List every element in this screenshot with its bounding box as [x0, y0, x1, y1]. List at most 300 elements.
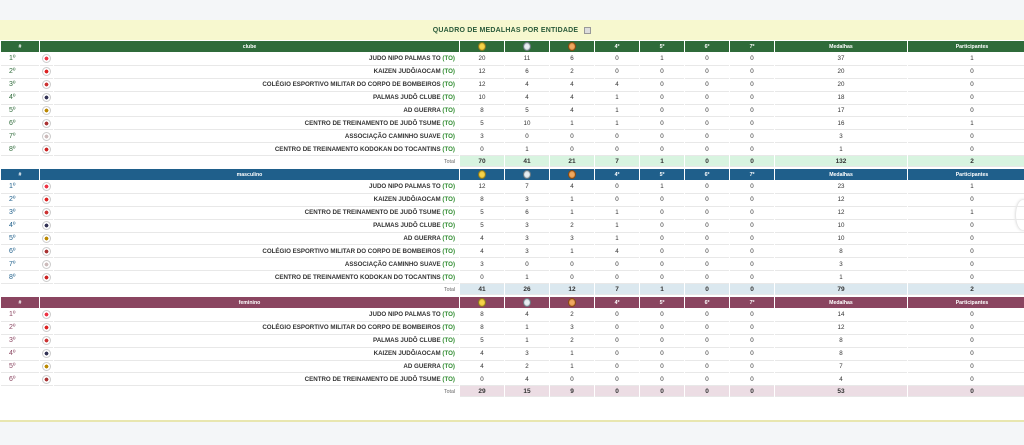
value-cell: 0 [730, 105, 774, 118]
club-logo-icon [42, 234, 51, 243]
bronze-medal-icon [568, 298, 576, 307]
table-row[interactable] [1, 271, 1024, 284]
gold-medal-icon [478, 298, 486, 307]
club-logo-icon [42, 273, 51, 282]
value-cell: 0 [908, 258, 1024, 271]
col-header-m7: 7º [730, 169, 774, 181]
rank: 7º [1, 130, 39, 143]
club-state: (TO) [442, 145, 455, 153]
value-cell: 1 [775, 143, 907, 156]
header-row [1, 169, 1024, 181]
value-cell: 0 [595, 53, 639, 66]
value-cell: 7 [775, 361, 907, 374]
total-value: 12 [550, 284, 594, 295]
table-row[interactable] [1, 143, 1024, 156]
value-cell: 0 [730, 309, 774, 322]
col-header-m5: 5º [640, 41, 684, 53]
value-cell: 5 [460, 117, 504, 130]
club-name-text: COLÉGIO ESPORTIVO MILITAR DO CORPO DE BOMBEIROS [262, 247, 441, 255]
col-header-m7: 7º [730, 297, 774, 309]
value-cell: 16 [775, 117, 907, 130]
value-cell: 0 [730, 79, 774, 92]
value-cell: 1 [550, 245, 594, 258]
value-cell: 1 [908, 53, 1024, 66]
club-logo-cell [40, 322, 53, 335]
value-cell: 2 [550, 220, 594, 233]
header-row [1, 297, 1024, 309]
value-cell: 0 [595, 258, 639, 271]
value-cell: 6 [505, 66, 549, 79]
value-cell: 5 [505, 105, 549, 118]
col-header-group: feminino [40, 297, 459, 309]
col-header-m6: 6º [685, 297, 729, 309]
value-cell: 0 [685, 233, 729, 246]
value-cell: 3 [505, 233, 549, 246]
value-cell: 0 [685, 309, 729, 322]
col-header-participantes: Participantes [908, 297, 1024, 309]
value-cell: 0 [730, 361, 774, 374]
value-cell: 2 [505, 361, 549, 374]
value-cell: 1 [595, 233, 639, 246]
value-cell: 0 [730, 207, 774, 220]
bronze-medal-icon [568, 42, 576, 51]
value-cell: 0 [908, 245, 1024, 258]
total-value: 21 [550, 156, 594, 167]
value-cell: 3 [505, 348, 549, 361]
value-cell: 1 [595, 92, 639, 105]
club-name[interactable] [54, 348, 459, 361]
table-row[interactable] [1, 220, 1024, 233]
col-header-m4: 4º [595, 169, 639, 181]
table-row[interactable] [1, 66, 1024, 79]
club-logo-cell [40, 92, 53, 105]
value-cell: 0 [685, 66, 729, 79]
club-logo-cell [40, 130, 53, 143]
value-cell: 17 [775, 105, 907, 118]
club-name-text: CENTRO DE TREINAMENTO KODOKAN DO TOCANTINS [274, 145, 441, 153]
club-state: (TO) [442, 350, 455, 358]
table-row[interactable] [1, 361, 1024, 374]
value-cell: 0 [730, 143, 774, 156]
club-state: (TO) [442, 107, 455, 114]
club-logo-icon [42, 182, 51, 191]
table-row[interactable] [1, 348, 1024, 361]
club-state: (TO) [442, 94, 455, 102]
col-header-m6: 6º [685, 41, 729, 53]
value-cell: 20 [775, 66, 907, 79]
value-cell: 4 [505, 92, 549, 105]
value-cell: 4 [505, 373, 549, 386]
col-header-m6: 6º [685, 169, 729, 181]
value-cell: 4 [505, 309, 549, 322]
club-name[interactable] [54, 66, 459, 79]
club-logo-cell [40, 245, 53, 258]
value-cell: 0 [908, 220, 1024, 233]
value-cell: 0 [730, 271, 774, 284]
value-cell: 0 [640, 245, 684, 258]
value-cell: 6 [550, 53, 594, 66]
table-row[interactable] [1, 53, 1024, 66]
club-logo-cell [40, 233, 53, 246]
club-name[interactable] [54, 92, 459, 105]
club-state: (TO) [442, 81, 455, 89]
club-name-text: CENTRO DE TREINAMENTO DE JUDÔ TSUME [304, 209, 441, 217]
value-cell: 0 [685, 322, 729, 335]
table-row[interactable] [1, 245, 1024, 258]
table-row[interactable] [1, 92, 1024, 105]
club-name[interactable] [54, 245, 459, 258]
value-cell: 0 [640, 271, 684, 284]
value-cell: 0 [730, 335, 774, 348]
club-logo-icon [42, 375, 51, 384]
club-state: (TO) [442, 247, 456, 255]
rank: 3º [1, 79, 39, 92]
gold-medal-header [460, 169, 504, 181]
value-cell: 0 [908, 361, 1024, 374]
club-name[interactable] [54, 322, 459, 335]
value-cell: 0 [595, 322, 639, 335]
club-logo-icon [42, 221, 51, 230]
total-value: 26 [505, 284, 549, 295]
value-cell: 12 [775, 194, 907, 207]
club-name[interactable] [54, 181, 459, 194]
club-logo-icon [42, 80, 51, 89]
value-cell: 0 [595, 271, 639, 284]
value-cell: 0 [685, 143, 729, 156]
value-cell: 0 [550, 271, 594, 284]
value-cell: 0 [685, 335, 729, 348]
col-header-participantes: Participantes [908, 41, 1024, 53]
value-cell: 1 [550, 117, 594, 130]
rank: 1º [1, 53, 39, 66]
value-cell: 0 [640, 79, 684, 92]
silver-medal-icon [523, 170, 531, 179]
value-cell: 0 [640, 105, 684, 118]
club-name-text: AD GUERRA [403, 235, 441, 242]
table-row[interactable] [1, 373, 1024, 386]
value-cell: 1 [505, 271, 549, 284]
club-state: (TO) [442, 363, 455, 370]
col-header-pos: # [1, 169, 39, 181]
club-name[interactable] [54, 79, 459, 92]
value-cell: 1 [505, 322, 549, 335]
value-cell: 2 [550, 335, 594, 348]
value-cell: 12 [775, 322, 907, 335]
club-logo-icon [42, 247, 51, 256]
value-cell: 4 [460, 245, 504, 258]
value-cell: 0 [908, 348, 1024, 361]
value-cell: 5 [460, 335, 504, 348]
silver-medal-icon [523, 298, 531, 307]
value-cell: 3 [505, 220, 549, 233]
club-name-text: CENTRO DE TREINAMENTO DE JUDÔ TSUME [304, 119, 441, 127]
club-name[interactable] [54, 105, 459, 118]
total-value: 2 [908, 284, 1024, 295]
value-cell: 0 [640, 194, 684, 207]
rank: 3º [1, 207, 39, 220]
total-value: 15 [505, 386, 549, 397]
value-cell: 0 [730, 117, 774, 130]
club-name-text: KAIZEN JUDÔ/AOCAM [373, 68, 441, 76]
table-row[interactable] [1, 181, 1024, 194]
rank: 7º [1, 258, 39, 271]
value-cell: 0 [908, 79, 1024, 92]
rank: 5º [1, 361, 39, 374]
value-cell: 0 [640, 130, 684, 143]
club-name[interactable] [54, 258, 459, 271]
club-name[interactable] [54, 309, 459, 322]
silver-medal-icon [523, 42, 531, 51]
total-label: Total [444, 158, 455, 165]
value-cell: 0 [685, 245, 729, 258]
value-cell: 1 [595, 117, 639, 130]
value-cell: 0 [730, 220, 774, 233]
value-cell: 0 [595, 361, 639, 374]
total-value: 29 [460, 386, 504, 397]
total-value: 2 [908, 156, 1024, 167]
gold-medal-icon [478, 170, 486, 179]
club-logo-icon [42, 132, 51, 141]
value-cell: 0 [640, 66, 684, 79]
table-row[interactable] [1, 309, 1024, 322]
club-state: (TO) [442, 324, 455, 332]
rank: 4º [1, 348, 39, 361]
value-cell: 5 [460, 220, 504, 233]
silver-medal-header [505, 169, 549, 181]
value-cell: 0 [730, 92, 774, 105]
table-row[interactable] [1, 335, 1024, 348]
club-name-text: JUDO NIPO PALMAS TO [369, 55, 441, 63]
total-value: 41 [460, 284, 504, 295]
table-row[interactable] [1, 194, 1024, 207]
value-cell: 37 [775, 53, 907, 66]
club-logo-cell [40, 194, 53, 207]
total-value: 132 [775, 156, 907, 167]
value-cell: 0 [595, 373, 639, 386]
total-value: 41 [505, 156, 549, 167]
value-cell: 1 [908, 207, 1024, 220]
value-cell: 1 [640, 53, 684, 66]
value-cell: 4 [775, 373, 907, 386]
bronze-medal-header [550, 297, 594, 309]
total-spacer [1, 156, 53, 167]
total-value: 0 [730, 284, 774, 295]
bronze-medal-header [550, 169, 594, 181]
club-logo-icon [42, 54, 51, 63]
club-name[interactable] [54, 117, 459, 130]
club-logo-cell [40, 220, 53, 233]
value-cell: 0 [640, 309, 684, 322]
club-name[interactable] [54, 207, 459, 220]
total-value: 1 [640, 284, 684, 295]
club-name[interactable] [54, 130, 459, 143]
club-state: (TO) [442, 209, 456, 217]
value-cell: 0 [550, 258, 594, 271]
value-cell: 0 [908, 322, 1024, 335]
value-cell: 4 [550, 92, 594, 105]
table-row[interactable] [1, 258, 1024, 271]
rank: 8º [1, 143, 39, 156]
value-cell: 10 [460, 92, 504, 105]
value-cell: 1 [908, 181, 1024, 194]
value-cell: 10 [775, 233, 907, 246]
value-cell: 1 [640, 181, 684, 194]
total-label: Total [444, 388, 455, 395]
col-header-m5: 5º [640, 297, 684, 309]
value-cell: 2 [550, 66, 594, 79]
table-row[interactable] [1, 130, 1024, 143]
value-cell: 0 [640, 92, 684, 105]
value-cell: 0 [550, 143, 594, 156]
value-cell: 0 [685, 181, 729, 194]
silver-medal-header [505, 41, 549, 53]
value-cell: 0 [640, 348, 684, 361]
value-cell: 12 [460, 66, 504, 79]
col-header-m7: 7º [730, 41, 774, 53]
club-logo-cell [40, 66, 53, 79]
club-state: (TO) [442, 196, 456, 204]
value-cell: 0 [595, 309, 639, 322]
club-name[interactable] [54, 53, 459, 66]
value-cell: 11 [505, 53, 549, 66]
value-cell: 0 [595, 181, 639, 194]
club-logo-cell [40, 373, 53, 386]
value-cell: 3 [550, 322, 594, 335]
rank: 2º [1, 322, 39, 335]
value-cell: 0 [640, 117, 684, 130]
table-row[interactable] [1, 117, 1024, 130]
table-row[interactable] [1, 233, 1024, 246]
total-value: 9 [550, 386, 594, 397]
value-cell: 3 [505, 245, 549, 258]
club-logo-icon [42, 208, 51, 217]
rank: 3º [1, 335, 39, 348]
club-state: (TO) [442, 68, 455, 76]
value-cell: 0 [595, 130, 639, 143]
club-state: (TO) [442, 273, 456, 281]
print-icon[interactable] [584, 27, 591, 34]
club-logo-icon [42, 195, 51, 204]
col-header-pos: # [1, 297, 39, 309]
value-cell: 3 [550, 233, 594, 246]
col-header-group: clube [40, 41, 459, 53]
table-row[interactable] [1, 79, 1024, 92]
club-name[interactable] [54, 143, 459, 156]
table-row[interactable] [1, 105, 1024, 118]
club-name-text: ASSOCIAÇÃO CAMINHO SUAVE [344, 260, 441, 268]
value-cell: 12 [775, 207, 907, 220]
club-logo-icon [42, 260, 51, 269]
value-cell: 8 [460, 322, 504, 335]
total-value: 0 [908, 386, 1024, 397]
value-cell: 4 [595, 245, 639, 258]
value-cell: 0 [730, 66, 774, 79]
medal-table-feminino [0, 297, 1024, 397]
value-cell: 1 [775, 271, 907, 284]
club-logo-cell [40, 143, 53, 156]
rank: 1º [1, 181, 39, 194]
club-logo-icon [42, 119, 51, 128]
value-cell: 4 [460, 348, 504, 361]
total-value: 0 [730, 386, 774, 397]
table-row[interactable] [1, 207, 1024, 220]
club-logo-cell [40, 348, 53, 361]
value-cell: 1 [595, 220, 639, 233]
total-row [1, 284, 1024, 295]
club-logo-icon [42, 67, 51, 76]
col-header-medalhas: Medalhas [775, 41, 907, 53]
club-state: (TO) [442, 132, 455, 140]
value-cell: 0 [640, 143, 684, 156]
value-cell: 0 [685, 105, 729, 118]
value-cell: 0 [595, 335, 639, 348]
club-name[interactable] [54, 233, 459, 246]
value-cell: 0 [730, 322, 774, 335]
gold-medal-icon [478, 42, 486, 51]
rank: 1º [1, 309, 39, 322]
title-bar [0, 20, 1024, 40]
value-cell: 1 [505, 143, 549, 156]
value-cell: 0 [595, 143, 639, 156]
value-cell: 1 [550, 207, 594, 220]
value-cell: 1 [908, 117, 1024, 130]
club-logo-cell [40, 181, 53, 194]
club-logo-icon [42, 349, 51, 358]
value-cell: 8 [460, 105, 504, 118]
total-row [1, 386, 1024, 397]
rank: 2º [1, 194, 39, 207]
club-state: (TO) [442, 119, 455, 127]
value-cell: 0 [640, 322, 684, 335]
value-cell: 18 [775, 92, 907, 105]
value-cell: 3 [460, 258, 504, 271]
total-value: 0 [640, 386, 684, 397]
club-name-text: CENTRO DE TREINAMENTO KODOKAN DO TOCANTINS [274, 273, 441, 281]
value-cell: 4 [460, 361, 504, 374]
medal-table-clube [0, 41, 1024, 167]
value-cell: 4 [550, 79, 594, 92]
club-name[interactable] [54, 194, 459, 207]
club-name[interactable] [54, 335, 459, 348]
club-name[interactable] [54, 271, 459, 284]
value-cell: 8 [775, 335, 907, 348]
club-name[interactable] [54, 220, 459, 233]
value-cell: 8 [460, 194, 504, 207]
value-cell: 3 [775, 130, 907, 143]
value-cell: 4 [550, 105, 594, 118]
col-header-medalhas: Medalhas [775, 297, 907, 309]
col-header-m4: 4º [595, 41, 639, 53]
club-logo-icon [42, 145, 51, 154]
table-row[interactable] [1, 322, 1024, 335]
club-logo-cell [40, 79, 53, 92]
club-logo-cell [40, 207, 53, 220]
club-logo-icon [42, 93, 51, 102]
club-name[interactable] [54, 361, 459, 374]
club-name-text: KAIZEN JUDÔ/AOCAM [373, 196, 441, 204]
value-cell: 0 [730, 258, 774, 271]
club-name[interactable] [54, 373, 459, 386]
total-value: 53 [775, 386, 907, 397]
club-state: (TO) [442, 337, 455, 345]
value-cell: 0 [685, 207, 729, 220]
value-cell: 7 [505, 181, 549, 194]
value-cell: 0 [730, 130, 774, 143]
club-logo-icon [42, 310, 51, 319]
value-cell: 0 [685, 130, 729, 143]
value-cell: 0 [685, 92, 729, 105]
value-cell: 3 [775, 258, 907, 271]
